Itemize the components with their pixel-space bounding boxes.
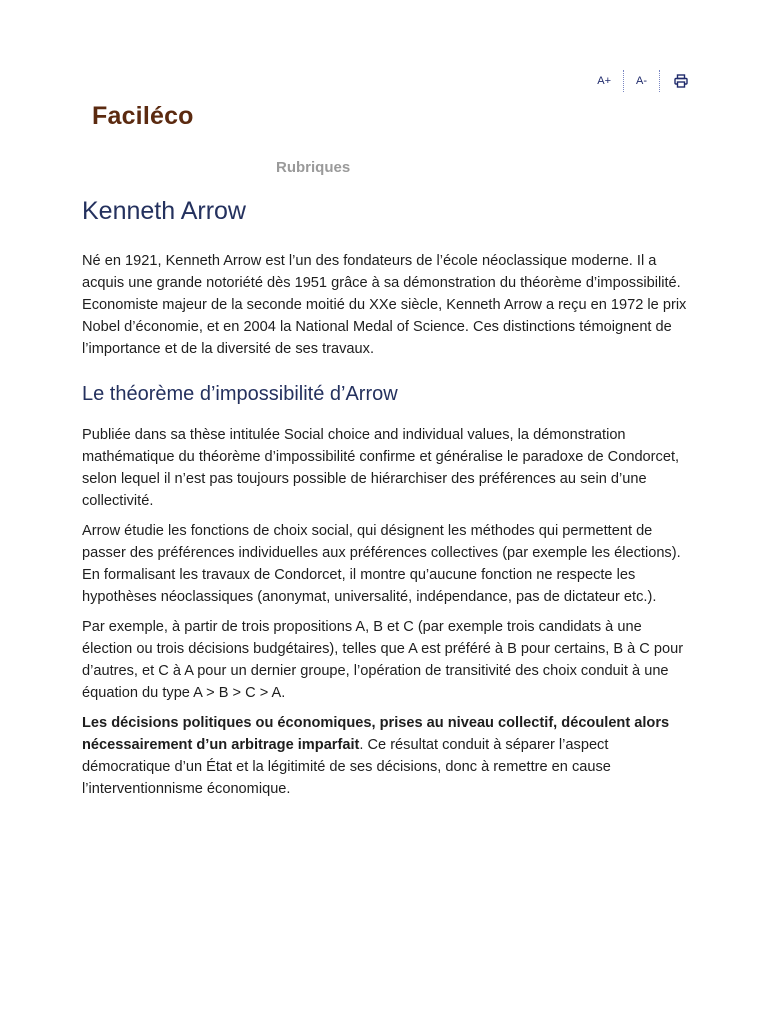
body-paragraph: Publiée dans sa thèse intitulée Social choice and individual values, la démonstration mathématique du théorème d’impossibilité confirme et généralise le paradoxe de Condorcet, selon lequel il n’est pas toujours possible de hiérarchiser des préférences au sein d’une collectivité. — [82, 427, 680, 509]
rubriques-menu-link[interactable]: Rubriques — [276, 159, 351, 176]
conclusion-text: . Ce résultat conduit à séparer l’aspect démocratique d’un État et la légitimité de ses décisions, donc à remettre en cause l’interventionnisme économique. — [82, 737, 611, 797]
body-paragraph: Par exemple, à partir de trois propositions A, B et C (par exemple trois candidats à une élection ou trois décisions budgétaires), telles que A est préféré à B pour certains, B à C pour d’autres, et C à A pour un dernier groupe, l’opération de transitivité des choix conduit à une équation du type A > B > C > A. — [82, 619, 684, 701]
conclusion-bold-text: Les décisions politiques ou économiques, prises au niveau collectif, découlent alors nécessairement d’un arbitrage imparfait — [82, 715, 670, 753]
font-increase-button[interactable]: A+ — [597, 75, 611, 87]
section-title: Le théorème d’impossibilité d’Arrow — [82, 383, 398, 405]
body-paragraph: Arrow étudie les fonctions de choix social, qui désignent les méthodes qui permettent de passer des préférences individuelles aux préférences collectives (par exemple les élections). En formalisant les travaux de Condorcet, il montre qu’aucune fonction ne respecte les hypothèses néoclassiques (anonymat, universalité, indépendance, pas de dictateur etc.). — [82, 523, 681, 605]
intro-paragraph: Né en 1921, Kenneth Arrow est l’un des fondateurs de l’école néoclassique moderne. Il a acquis une grande notoriété dès 1951 grâce à sa démonstration du théorème d’impossibilité. — [82, 253, 681, 291]
font-decrease-button[interactable]: A- — [636, 75, 647, 87]
font-size-toolbar — [585, 70, 688, 92]
article-content — [82, 194, 694, 808]
site-logo[interactable]: Faciléco — [92, 102, 194, 130]
print-button[interactable] — [660, 74, 688, 88]
conclusion-paragraph — [82, 712, 694, 800]
printer-icon — [674, 74, 688, 88]
article-title: Kenneth Arrow — [82, 197, 246, 225]
article-intro — [82, 250, 694, 360]
intro-paragraph: Economiste majeur de la seconde moitié du XXe siècle, Kenneth Arrow a reçu en 1972 le prix Nobel d’économie, et en 2004 la National Medal of Science. Ces distinctions témoignent de l’importance et de la diversité de ses travaux. — [82, 297, 687, 357]
